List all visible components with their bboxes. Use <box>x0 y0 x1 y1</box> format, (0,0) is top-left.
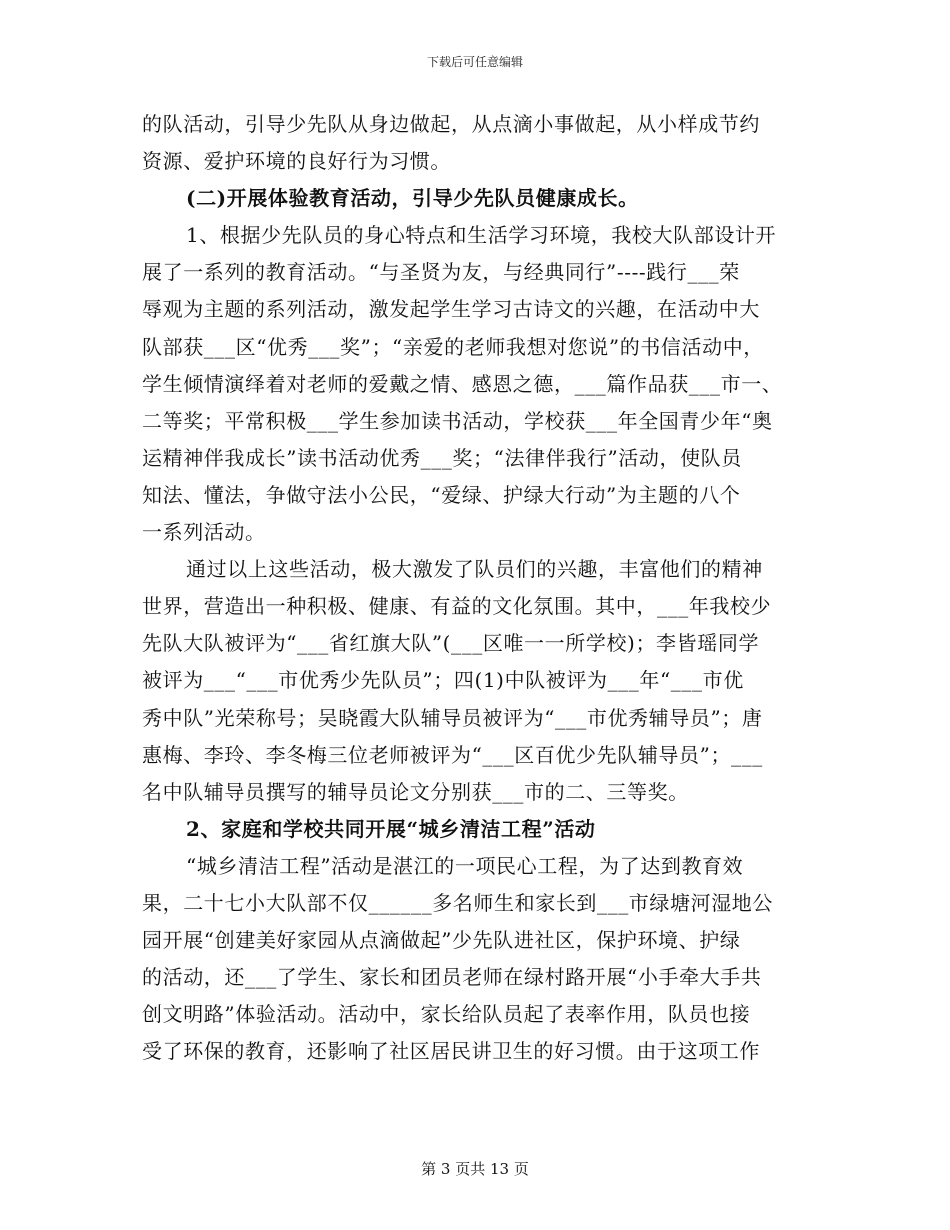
body-line: 队部获___区“优秀___奖”；“亲爱的老师我想对您说”的书信活动中， <box>142 334 764 359</box>
body-line: 知法、懂法，争做守法小公民，“爱绿、护绿大行动”为主题的八个 <box>142 482 741 507</box>
body-line: 展了一系列的教育活动。“与圣贤为友，与经典同行”----践行___荣 <box>142 260 740 285</box>
body-line: 资源、爱护环境的良好行为习惯。 <box>142 149 451 174</box>
body-line: 果，二十七小大队部不仅______多名师生和家长到___市绿塘河湿地公 <box>142 890 773 915</box>
body-line: 被评为___“___市优秀少先队员”；四(1)中队被评为___年“___市优 <box>142 668 744 693</box>
body-line: 园开展“创建美好家园从点滴做起”少先队进社区，保护环境、护绿 <box>142 928 741 953</box>
body-line: 辱观为主题的系列活动，激发起学生学习古诗文的兴趣，在活动中大 <box>142 297 760 322</box>
body-line: 1、根据少先队员的身心特点和生活学习环境，我校大队部设计开 <box>186 223 777 248</box>
body-line: 的活动，还___了学生、家长和团员老师在绿村路开展“小手牵大手共 <box>142 965 762 990</box>
body-line: 秀中队”光荣称号；吴晓霞大队辅导员被评为“___市优秀辅导员”；唐 <box>142 705 763 730</box>
section-heading: (二)开展体验教育活动，引导少先队员健康成长。 <box>186 186 639 211</box>
body-line: 惠梅、李玲、李冬梅三位老师被评为“___区百优少先队辅导员”；___ <box>142 742 763 767</box>
body-line: 通过以上这些活动，极大激发了队员们的兴趣，丰富他们的精神 <box>186 557 763 582</box>
body-line: “城乡清洁工程”活动是湛江的一项民心工程，为了达到教育效 <box>186 853 744 878</box>
body-line: 名中队辅导员撰写的辅导员论文分别获___市的二、三等奖。 <box>142 779 689 804</box>
body-line: 的队活动，引导少先队从身边做起，从点滴小事做起，从小样成节约 <box>142 112 760 136</box>
body-line: 先队大队被评为“___省红旗大队”(___区唯一一所学校)；李皆瑶同学 <box>142 631 760 656</box>
page-number-footer: 第 3 页共 13 页 <box>421 1160 529 1178</box>
body-line: 一系列活动。 <box>142 520 266 545</box>
section-heading: 2、家庭和学校共同开展“城乡清洁工程”活动 <box>186 816 596 841</box>
document-body <box>142 106 822 1070</box>
body-line: 运精神伴我成长”读书活动优秀___奖；“法律伴我行”活动，使队员 <box>142 445 742 470</box>
body-line: 世界，营造出一种积极、健康、有益的文化氛围。其中，___年我校少 <box>142 594 772 619</box>
body-line: 受了环保的教育，还影响了社区居民讲卫生的好习惯。由于这项工作 <box>142 1039 760 1064</box>
body-line: 学生倾情演绎着对老师的爱戴之情、感恩之德，___篇作品获___市一、 <box>142 371 783 396</box>
body-line: 创文明路”体验活动。活动中，家长给队员起了表率作用，队员也接 <box>142 1002 751 1027</box>
body-line: 二等奖；平常积极___学生参加读书活动，学校获___年全国青少年“奥 <box>142 408 773 433</box>
page-header-note: 下载后可任意编辑 <box>426 55 523 69</box>
